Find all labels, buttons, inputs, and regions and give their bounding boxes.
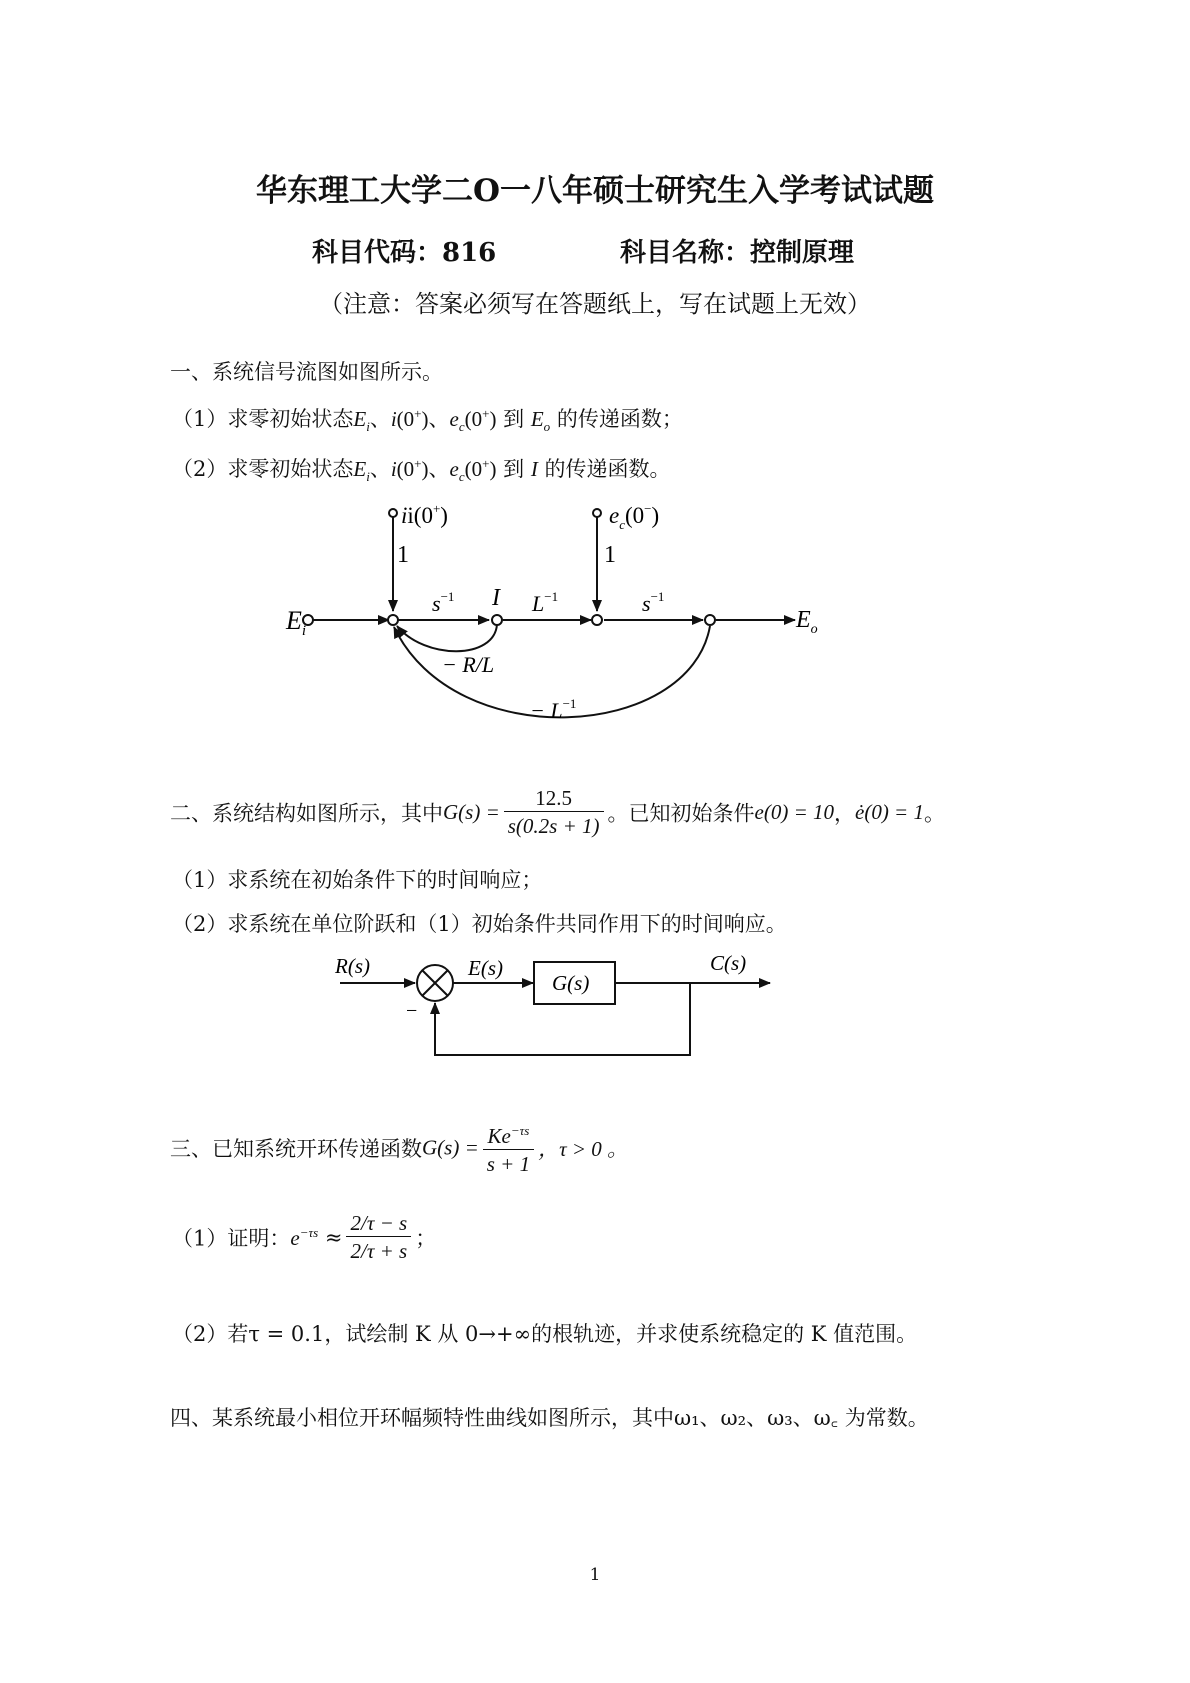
q3-part1: （1）证明：$e^{-\tau s}$ ≈ $\frac{2/\tau - s}{2/\tau + s}$ ； xyxy=(172,1211,437,1263)
q2-part2: （2）求系统在单位阶跃和（1）初始条件共同作用下的时间响应。 xyxy=(172,912,787,936)
gain-s1b: $s^{-1}$ xyxy=(642,589,665,616)
exam-title: 华东理工大学二O一八年硕士研究生入学考试试题 xyxy=(255,173,934,209)
node-eo-int xyxy=(705,615,715,625)
q2-g-fraction: $\frac{12.5}{s(0.2s + 1)}$ xyxy=(504,785,604,840)
label-c: C(s) xyxy=(710,951,747,975)
subject-name: 科目名称：控制原理 xyxy=(620,238,855,268)
label-g: G(s) xyxy=(552,971,590,995)
label-r: R(s) xyxy=(335,954,370,978)
q3-pade-fraction: $\frac{2/\tau - s}{2/\tau + s}$ xyxy=(346,1210,411,1265)
label-minus: − xyxy=(406,1000,418,1022)
label-e: E(s) xyxy=(468,956,503,980)
q3-g-fraction: $\frac{Ke^{-\tau s}}{s + 1}$ xyxy=(483,1118,534,1178)
gain-1b: 1 xyxy=(604,542,616,568)
label-i: I xyxy=(492,585,500,611)
subject-code: 科目代码：816 xyxy=(312,238,497,268)
gain-fb-L: − $L^{-1}$ xyxy=(530,696,577,723)
label-eo: $E_o$ xyxy=(796,607,818,637)
node-i xyxy=(492,615,502,625)
block-diagram xyxy=(330,945,790,1065)
q1-part1: （1）求零初始状态$E_i$、i(0+)、$e_c(0^+)$ 到 $E_o$ 的传递函数； xyxy=(172,406,683,435)
node-src-e xyxy=(593,509,601,517)
gain-L: $L^{-1}$ xyxy=(532,589,559,616)
gain-fb-RL: − R/L xyxy=(442,652,495,677)
page-number: 1 xyxy=(589,1565,601,1585)
label-src-e: $e_c(0^-)$ xyxy=(609,501,660,532)
node-sum2 xyxy=(592,615,602,625)
signal-flow-graph xyxy=(270,495,870,745)
q3-part2: （2）若τ = 0.1，试绘制 K 从 0→+∞的根轨迹，并求使系统稳定的 K 值范围。 xyxy=(172,1322,918,1346)
gain-s1a: $s^{-1}$ xyxy=(432,589,455,616)
q2-stem: 二、系统结构如图所示，其中G(s) = $\frac{12.5}{s(0.2s + 1)}$ 。已知初始条件e(0) = 10，ė(0) = 1。 xyxy=(170,786,945,838)
node-src-i xyxy=(389,509,397,517)
q3-stem: 三、已知系统开环传递函数G(s) = $\frac{Ke^{-\tau s}}{s + 1}$ ，τ > 0 。 xyxy=(170,1118,628,1178)
q4-stem: 四、某系统最小相位开环幅频特性曲线如图所示，其中ω₁、ω₂、ω₃、ω꜀ 为常数。 xyxy=(170,1406,929,1430)
q2-part1: （1）求系统在初始条件下的时间响应； xyxy=(172,868,543,892)
gain-1a: 1 xyxy=(397,542,409,568)
q1-part2: （2）求零初始状态$E_i$、i(0+)、$e_c(0^+)$ 到 I 的传递函数。 xyxy=(172,456,671,485)
node-sum1 xyxy=(388,615,398,625)
q1-stem: 一、系统信号流图如图所示。 xyxy=(170,360,443,384)
label-ei: $E_i$ xyxy=(286,606,307,639)
label-src-i: ii(0+) xyxy=(401,501,448,528)
exam-notice: （注意：答案必须写在答题纸上，写在试题上无效） xyxy=(319,290,871,318)
